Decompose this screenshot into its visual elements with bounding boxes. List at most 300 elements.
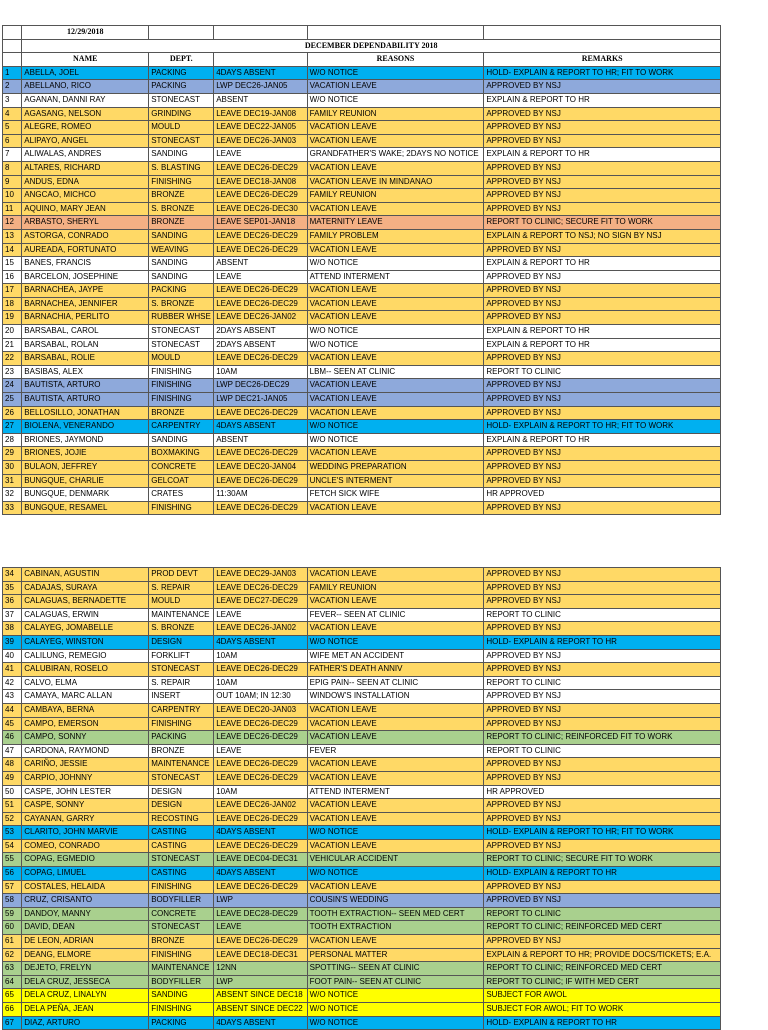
- absence-detail-cell: ABSENT: [214, 433, 307, 447]
- reason-cell: VACATION LEAVE: [307, 799, 484, 813]
- department-cell: FINISHING: [149, 948, 214, 962]
- remark-cell: APPROVED BY NSJ: [484, 568, 721, 582]
- row-number-cell: 61: [3, 935, 22, 949]
- employee-name-cell: BIOLENA, VENERANDO: [22, 420, 149, 434]
- row-number-cell: 15: [3, 257, 22, 271]
- reason-cell: W/O NOTICE: [307, 826, 484, 840]
- remark-cell: APPROVED BY NSJ: [484, 649, 721, 663]
- row-number-cell: 53: [3, 826, 22, 840]
- row-number-cell: 47: [3, 744, 22, 758]
- absence-detail-cell: 4DAYS ABSENT: [214, 1016, 307, 1030]
- department-cell: CASTING: [149, 826, 214, 840]
- row-number-cell: 12: [3, 216, 22, 230]
- remark-cell: EXPLAIN & REPORT TO HR; PROVIDE DOCS/TICKETS; E.A.: [484, 948, 721, 962]
- row-number-cell: 22: [3, 352, 22, 366]
- department-cell: CARPENTRY: [149, 420, 214, 434]
- reason-cell: COUSIN'S WEDDING: [307, 894, 484, 908]
- department-cell: FINISHING: [149, 717, 214, 731]
- table-row: [3, 568, 721, 582]
- remark-cell: EXPLAIN & REPORT TO NSJ; NO SIGN BY NSJ: [484, 229, 721, 243]
- department-cell: RUBBER WHSE: [149, 311, 214, 325]
- employee-name-cell: CRUZ, CRISANTO: [22, 894, 149, 908]
- remark-cell: HR APPROVED: [484, 488, 721, 502]
- table-row: [3, 663, 721, 677]
- absence-detail-cell: 10AM: [214, 676, 307, 690]
- dependability-sheet-1: [2, 25, 721, 515]
- absence-detail-cell: LEAVE DEC26-DEC29: [214, 731, 307, 745]
- department-cell: S. REPAIR: [149, 676, 214, 690]
- reason-cell: VACATION LEAVE: [307, 406, 484, 420]
- department-cell: S. BRONZE: [149, 622, 214, 636]
- absence-detail-cell: 2DAYS ABSENT: [214, 338, 307, 352]
- header-dept: DEPT.: [149, 53, 214, 67]
- department-cell: MAINTENANCE: [149, 608, 214, 622]
- table-row: [3, 379, 721, 393]
- table-row: [3, 501, 721, 515]
- table-row: [3, 461, 721, 475]
- row-number-cell: 34: [3, 568, 22, 582]
- row-number-cell: 8: [3, 161, 22, 175]
- remark-cell: HOLD- EXPLAIN & REPORT TO HR: [484, 635, 721, 649]
- employee-name-cell: ASTORGA, CONRADO: [22, 229, 149, 243]
- absence-detail-cell: LEAVE: [214, 148, 307, 162]
- row-number-cell: 40: [3, 649, 22, 663]
- employee-name-cell: BANES, FRANCIS: [22, 257, 149, 271]
- employee-name-cell: CALAYEG, JOMABELLE: [22, 622, 149, 636]
- row-number-cell: 65: [3, 989, 22, 1003]
- row-number-cell: 58: [3, 894, 22, 908]
- employee-name-cell: ABELLA, JOEL: [22, 66, 149, 80]
- remark-cell: APPROVED BY NSJ: [484, 161, 721, 175]
- absence-detail-cell: LEAVE SEP01-JAN18: [214, 216, 307, 230]
- employee-name-cell: CAMBAYA, BERNA: [22, 703, 149, 717]
- remark-cell: APPROVED BY NSJ: [484, 297, 721, 311]
- employee-name-cell: CALUBIRAN, ROSELO: [22, 663, 149, 677]
- employee-name-cell: BAUTISTA, ARTURO: [22, 393, 149, 407]
- absence-detail-cell: LEAVE DEC18-DEC31: [214, 948, 307, 962]
- remark-cell: APPROVED BY NSJ: [484, 270, 721, 284]
- table-row: [3, 447, 721, 461]
- table-row: [3, 107, 721, 121]
- employee-name-cell: BRIONES, JAYMOND: [22, 433, 149, 447]
- employee-name-cell: COPAG, LIMUEL: [22, 867, 149, 881]
- department-cell: STONECAST: [149, 771, 214, 785]
- remark-cell: HR APPROVED: [484, 785, 721, 799]
- table-row: [3, 690, 721, 704]
- table-row: [3, 406, 721, 420]
- table-row: [3, 488, 721, 502]
- remark-cell: APPROVED BY NSJ: [484, 121, 721, 135]
- row-number-cell: 6: [3, 134, 22, 148]
- remark-cell: APPROVED BY NSJ: [484, 393, 721, 407]
- employee-name-cell: AQUINO, MARY JEAN: [22, 202, 149, 216]
- department-cell: FINISHING: [149, 379, 214, 393]
- remark-cell: HOLD- EXPLAIN & REPORT TO HR; FIT TO WORK: [484, 66, 721, 80]
- reason-cell: VACATION LEAVE: [307, 243, 484, 257]
- remark-cell: EXPLAIN & REPORT TO HR: [484, 148, 721, 162]
- reason-cell: FOOT PAIN-- SEEN AT CLINIC: [307, 975, 484, 989]
- reason-cell: VACATION LEAVE: [307, 731, 484, 745]
- department-cell: FINISHING: [149, 175, 214, 189]
- table-row: [3, 202, 721, 216]
- department-cell: MOULD: [149, 121, 214, 135]
- reason-cell: FEVER-- SEEN AT CLINIC: [307, 608, 484, 622]
- reason-cell: UNCLE'S INTERMENT: [307, 474, 484, 488]
- reason-cell: VACATION LEAVE: [307, 284, 484, 298]
- table-row: [3, 649, 721, 663]
- remark-cell: REPORT TO CLINIC: [484, 744, 721, 758]
- absence-detail-cell: 2DAYS ABSENT: [214, 325, 307, 339]
- employee-name-cell: COPAG, EGMEDIO: [22, 853, 149, 867]
- row-number-cell: 55: [3, 853, 22, 867]
- absence-detail-cell: 11:30AM: [214, 488, 307, 502]
- reason-cell: FATHER'S DEATH ANNIV: [307, 663, 484, 677]
- reason-cell: FAMILY REUNION: [307, 581, 484, 595]
- reason-cell: VACATION LEAVE: [307, 812, 484, 826]
- employee-name-cell: ABELLANO, RICO: [22, 80, 149, 94]
- absence-detail-cell: LEAVE DEC26-DEC29: [214, 297, 307, 311]
- reason-cell: FETCH SICK WIFE: [307, 488, 484, 502]
- table-row: [3, 867, 721, 881]
- row-number-cell: 64: [3, 975, 22, 989]
- reason-cell: VACATION LEAVE: [307, 80, 484, 94]
- table-row: [3, 365, 721, 379]
- department-cell: STONECAST: [149, 853, 214, 867]
- row-number-cell: 44: [3, 703, 22, 717]
- absence-detail-cell: LEAVE DEC26-DEC29: [214, 474, 307, 488]
- employee-name-cell: CAMAYA, MARC ALLAN: [22, 690, 149, 704]
- row-number-cell: 7: [3, 148, 22, 162]
- row-number-cell: 60: [3, 921, 22, 935]
- row-number-cell: 52: [3, 812, 22, 826]
- employee-name-cell: DELA CRUZ, LINALYN: [22, 989, 149, 1003]
- department-cell: CRATES: [149, 488, 214, 502]
- department-cell: PROD DEVT: [149, 568, 214, 582]
- remark-cell: APPROVED BY NSJ: [484, 447, 721, 461]
- reason-cell: VACATION LEAVE: [307, 311, 484, 325]
- remark-cell: APPROVED BY NSJ: [484, 717, 721, 731]
- reason-cell: WIFE MET AN ACCIDENT: [307, 649, 484, 663]
- remark-cell: REPORT TO CLINIC; SECURE FIT TO WORK: [484, 216, 721, 230]
- reason-cell: VACATION LEAVE: [307, 703, 484, 717]
- remark-cell: APPROVED BY NSJ: [484, 581, 721, 595]
- department-cell: CONCRETE: [149, 907, 214, 921]
- absence-detail-cell: LEAVE DEC04-DEC31: [214, 853, 307, 867]
- row-number-cell: 10: [3, 189, 22, 203]
- remark-cell: EXPLAIN & REPORT TO HR: [484, 325, 721, 339]
- reason-cell: VACATION LEAVE: [307, 379, 484, 393]
- employee-name-cell: BARCELON, JOSEPHINE: [22, 270, 149, 284]
- employee-name-cell: BARNACHEA, JAYPE: [22, 284, 149, 298]
- table-row: [3, 270, 721, 284]
- employee-name-cell: CASPE, SONNY: [22, 799, 149, 813]
- reason-cell: ATTEND INTERMENT: [307, 270, 484, 284]
- table-row: [3, 731, 721, 745]
- table-row: [3, 907, 721, 921]
- employee-name-cell: AUREADA, FORTUNATO: [22, 243, 149, 257]
- row-number-cell: 9: [3, 175, 22, 189]
- absence-detail-cell: LEAVE DEC26-DEC29: [214, 663, 307, 677]
- row-number-cell: 33: [3, 501, 22, 515]
- table-row: [3, 595, 721, 609]
- absence-detail-cell: 4DAYS ABSENT: [214, 66, 307, 80]
- reason-cell: VACATION LEAVE: [307, 758, 484, 772]
- absence-detail-cell: LEAVE DEC26-DEC29: [214, 581, 307, 595]
- reason-cell: VACATION LEAVE: [307, 622, 484, 636]
- remark-cell: APPROVED BY NSJ: [484, 311, 721, 325]
- reason-cell: PERSONAL MATTER: [307, 948, 484, 962]
- remark-cell: APPROVED BY NSJ: [484, 352, 721, 366]
- remark-cell: EXPLAIN & REPORT TO HR: [484, 93, 721, 107]
- remark-cell: APPROVED BY NSJ: [484, 461, 721, 475]
- table-row: [3, 962, 721, 976]
- row-number-cell: 66: [3, 1003, 22, 1017]
- table-row: [3, 758, 721, 772]
- absence-detail-cell: LWP DEC21-JAN05: [214, 393, 307, 407]
- table-row: [3, 703, 721, 717]
- department-cell: S. REPAIR: [149, 581, 214, 595]
- remark-cell: HOLD- EXPLAIN & REPORT TO HR: [484, 1016, 721, 1030]
- table-row: [3, 799, 721, 813]
- row-number-cell: 25: [3, 393, 22, 407]
- department-cell: BODYFILLER: [149, 975, 214, 989]
- absence-detail-cell: 12NN: [214, 962, 307, 976]
- reason-cell: VACATION LEAVE: [307, 935, 484, 949]
- row-number-cell: 11: [3, 202, 22, 216]
- absence-detail-cell: LEAVE DEC26-DEC29: [214, 880, 307, 894]
- department-cell: CONCRETE: [149, 461, 214, 475]
- table-row: [3, 880, 721, 894]
- remark-cell: APPROVED BY NSJ: [484, 595, 721, 609]
- absence-detail-cell: LEAVE DEC26-DEC29: [214, 839, 307, 853]
- remark-cell: APPROVED BY NSJ: [484, 663, 721, 677]
- table-row: [3, 93, 721, 107]
- absence-detail-cell: 4DAYS ABSENT: [214, 867, 307, 881]
- row-number-cell: 63: [3, 962, 22, 976]
- row-number-cell: 21: [3, 338, 22, 352]
- absence-detail-cell: LEAVE DEC20-JAN03: [214, 703, 307, 717]
- table-row: [3, 826, 721, 840]
- absence-detail-cell: LEAVE DEC26-JAN02: [214, 311, 307, 325]
- department-cell: MOULD: [149, 595, 214, 609]
- reason-cell: VACATION LEAVE: [307, 568, 484, 582]
- employee-name-cell: BRIONES, JOJIE: [22, 447, 149, 461]
- department-cell: CARPENTRY: [149, 703, 214, 717]
- department-cell: SANDING: [149, 229, 214, 243]
- department-cell: SANDING: [149, 270, 214, 284]
- table-row: [3, 622, 721, 636]
- absence-detail-cell: LWP DEC26-DEC29: [214, 379, 307, 393]
- row-number-cell: 36: [3, 595, 22, 609]
- absence-detail-cell: LEAVE DEC22-JAN05: [214, 121, 307, 135]
- absence-detail-cell: 10AM: [214, 785, 307, 799]
- table-row: [3, 812, 721, 826]
- row-number-cell: 27: [3, 420, 22, 434]
- reason-cell: W/O NOTICE: [307, 93, 484, 107]
- header-name: NAME: [22, 53, 149, 67]
- row-number-cell: 67: [3, 1016, 22, 1030]
- absence-detail-cell: LEAVE DEC26-DEC29: [214, 284, 307, 298]
- reason-cell: WEDDING PREPARATION: [307, 461, 484, 475]
- remark-cell: APPROVED BY NSJ: [484, 771, 721, 785]
- row-number-cell: 59: [3, 907, 22, 921]
- employee-name-cell: CAYANAN, GARRY: [22, 812, 149, 826]
- row-number-cell: 1: [3, 66, 22, 80]
- employee-name-cell: CALVO, ELMA: [22, 676, 149, 690]
- reason-cell: VACATION LEAVE IN MINDANAO: [307, 175, 484, 189]
- absence-detail-cell: LEAVE DEC26-DEC29: [214, 189, 307, 203]
- employee-name-cell: CADAJAS, SURAYA: [22, 581, 149, 595]
- department-cell: PACKING: [149, 731, 214, 745]
- department-cell: STONECAST: [149, 338, 214, 352]
- employee-name-cell: ALTARES, RICHARD: [22, 161, 149, 175]
- absence-detail-cell: ABSENT SINCE DEC18: [214, 989, 307, 1003]
- remark-cell: APPROVED BY NSJ: [484, 880, 721, 894]
- row-number-cell: 35: [3, 581, 22, 595]
- absence-detail-cell: LEAVE DEC29-JAN03: [214, 568, 307, 582]
- employee-name-cell: BELLOSILLO, JONATHAN: [22, 406, 149, 420]
- table-row: [3, 581, 721, 595]
- remark-cell: EXPLAIN & REPORT TO HR: [484, 257, 721, 271]
- table-row: [3, 935, 721, 949]
- sheet-title: DECEMBER DEPENDABILITY 2018: [22, 39, 721, 53]
- absence-detail-cell: LEAVE: [214, 744, 307, 758]
- department-cell: BRONZE: [149, 935, 214, 949]
- table-row: [3, 608, 721, 622]
- absence-detail-cell: LEAVE DEC26-DEC29: [214, 758, 307, 772]
- table-row: [3, 134, 721, 148]
- row-number-cell: 62: [3, 948, 22, 962]
- employee-name-cell: AGANAN, DANNI RAY: [22, 93, 149, 107]
- remark-cell: APPROVED BY NSJ: [484, 474, 721, 488]
- remark-cell: REPORT TO CLINIC: [484, 608, 721, 622]
- remark-cell: APPROVED BY NSJ: [484, 107, 721, 121]
- remark-cell: APPROVED BY NSJ: [484, 175, 721, 189]
- department-cell: BOXMAKING: [149, 447, 214, 461]
- dependability-table-1: [2, 25, 721, 515]
- reason-cell: FAMILY PROBLEM: [307, 229, 484, 243]
- absence-detail-cell: 4DAYS ABSENT: [214, 420, 307, 434]
- remark-cell: APPROVED BY NSJ: [484, 134, 721, 148]
- department-cell: PACKING: [149, 1016, 214, 1030]
- remark-cell: APPROVED BY NSJ: [484, 243, 721, 257]
- department-cell: FORKLIFT: [149, 649, 214, 663]
- row-number-cell: 26: [3, 406, 22, 420]
- reason-cell: W/O NOTICE: [307, 66, 484, 80]
- department-cell: WEAVING: [149, 243, 214, 257]
- absence-detail-cell: LEAVE DEC26-JAN03: [214, 134, 307, 148]
- employee-name-cell: CARPIO, JOHNNY: [22, 771, 149, 785]
- table-row: [3, 771, 721, 785]
- row-number-cell: 54: [3, 839, 22, 853]
- remark-cell: APPROVED BY NSJ: [484, 812, 721, 826]
- department-cell: SANDING: [149, 989, 214, 1003]
- department-cell: FINISHING: [149, 880, 214, 894]
- remark-cell: APPROVED BY NSJ: [484, 80, 721, 94]
- remark-cell: REPORT TO CLINIC: [484, 907, 721, 921]
- absence-detail-cell: LEAVE DEC26-DEC29: [214, 406, 307, 420]
- department-cell: PACKING: [149, 66, 214, 80]
- absence-detail-cell: LEAVE DEC26-DEC29: [214, 447, 307, 461]
- table-row: [3, 284, 721, 298]
- row-number-cell: 4: [3, 107, 22, 121]
- department-cell: SANDING: [149, 148, 214, 162]
- department-cell: S. BLASTING: [149, 161, 214, 175]
- absence-detail-cell: LWP DEC26-JAN05: [214, 80, 307, 94]
- row-number-cell: 23: [3, 365, 22, 379]
- employee-name-cell: CABINAN, AGUSTIN: [22, 568, 149, 582]
- table-row: [3, 853, 721, 867]
- row-number-cell: 37: [3, 608, 22, 622]
- row-number-cell: 18: [3, 297, 22, 311]
- employee-name-cell: DE LEON, ADRIAN: [22, 935, 149, 949]
- employee-name-cell: ANGCAO, MICHCO: [22, 189, 149, 203]
- reason-cell: VACATION LEAVE: [307, 595, 484, 609]
- absence-detail-cell: LEAVE DEC18-JAN08: [214, 175, 307, 189]
- remark-cell: REPORT TO CLINIC; REINFORCED MED CERT: [484, 962, 721, 976]
- row-number-cell: 43: [3, 690, 22, 704]
- table-row: [3, 257, 721, 271]
- reason-cell: W/O NOTICE: [307, 420, 484, 434]
- employee-name-cell: CARDONA, RAYMOND: [22, 744, 149, 758]
- department-cell: S. BRONZE: [149, 202, 214, 216]
- table-row: [3, 297, 721, 311]
- absence-detail-cell: LWP: [214, 975, 307, 989]
- reason-cell: VACATION LEAVE: [307, 202, 484, 216]
- department-cell: CASTING: [149, 867, 214, 881]
- table-row: [3, 744, 721, 758]
- department-cell: CASTING: [149, 839, 214, 853]
- dependability-sheet-2: [2, 567, 721, 1030]
- row-number-cell: 41: [3, 663, 22, 677]
- table-row: [3, 975, 721, 989]
- reason-cell: VEHICULAR ACCIDENT: [307, 853, 484, 867]
- department-cell: S. BRONZE: [149, 297, 214, 311]
- employee-name-cell: CAMPO, SONNY: [22, 731, 149, 745]
- reason-cell: VACATION LEAVE: [307, 839, 484, 853]
- remark-cell: APPROVED BY NSJ: [484, 284, 721, 298]
- absence-detail-cell: LEAVE DEC26-DEC30: [214, 202, 307, 216]
- row-number-cell: 32: [3, 488, 22, 502]
- employee-name-cell: BARNACHIA, PERLITO: [22, 311, 149, 325]
- absence-detail-cell: 10AM: [214, 649, 307, 663]
- absence-detail-cell: LEAVE DEC26-DEC29: [214, 812, 307, 826]
- remark-cell: APPROVED BY NSJ: [484, 622, 721, 636]
- remark-cell: REPORT TO CLINIC; SECURE FIT TO WORK: [484, 853, 721, 867]
- reason-cell: TOOTH EXTRACTION-- SEEN MED CERT: [307, 907, 484, 921]
- table-row: [3, 1016, 721, 1030]
- row-number-cell: 49: [3, 771, 22, 785]
- remark-cell: HOLD- EXPLAIN & REPORT TO HR: [484, 867, 721, 881]
- table-row: [3, 420, 721, 434]
- reason-cell: VACATION LEAVE: [307, 717, 484, 731]
- employee-name-cell: BASIBAS, ALEX: [22, 365, 149, 379]
- dependability-table-2: [2, 567, 721, 1030]
- absence-detail-cell: LEAVE DEC26-JAN02: [214, 622, 307, 636]
- department-cell: PACKING: [149, 284, 214, 298]
- row-number-cell: 14: [3, 243, 22, 257]
- employee-name-cell: CALILUNG, REMEGIO: [22, 649, 149, 663]
- absence-detail-cell: LEAVE DEC26-DEC29: [214, 161, 307, 175]
- row-number-cell: 39: [3, 635, 22, 649]
- employee-name-cell: COMEO, CONRADO: [22, 839, 149, 853]
- row-number-cell: 50: [3, 785, 22, 799]
- table-row: [3, 311, 721, 325]
- department-cell: PACKING: [149, 80, 214, 94]
- table-row: [3, 66, 721, 80]
- employee-name-cell: ARBASTO, SHERYL: [22, 216, 149, 230]
- remark-cell: SUBJECT FOR AWOL; FIT TO WORK: [484, 1003, 721, 1017]
